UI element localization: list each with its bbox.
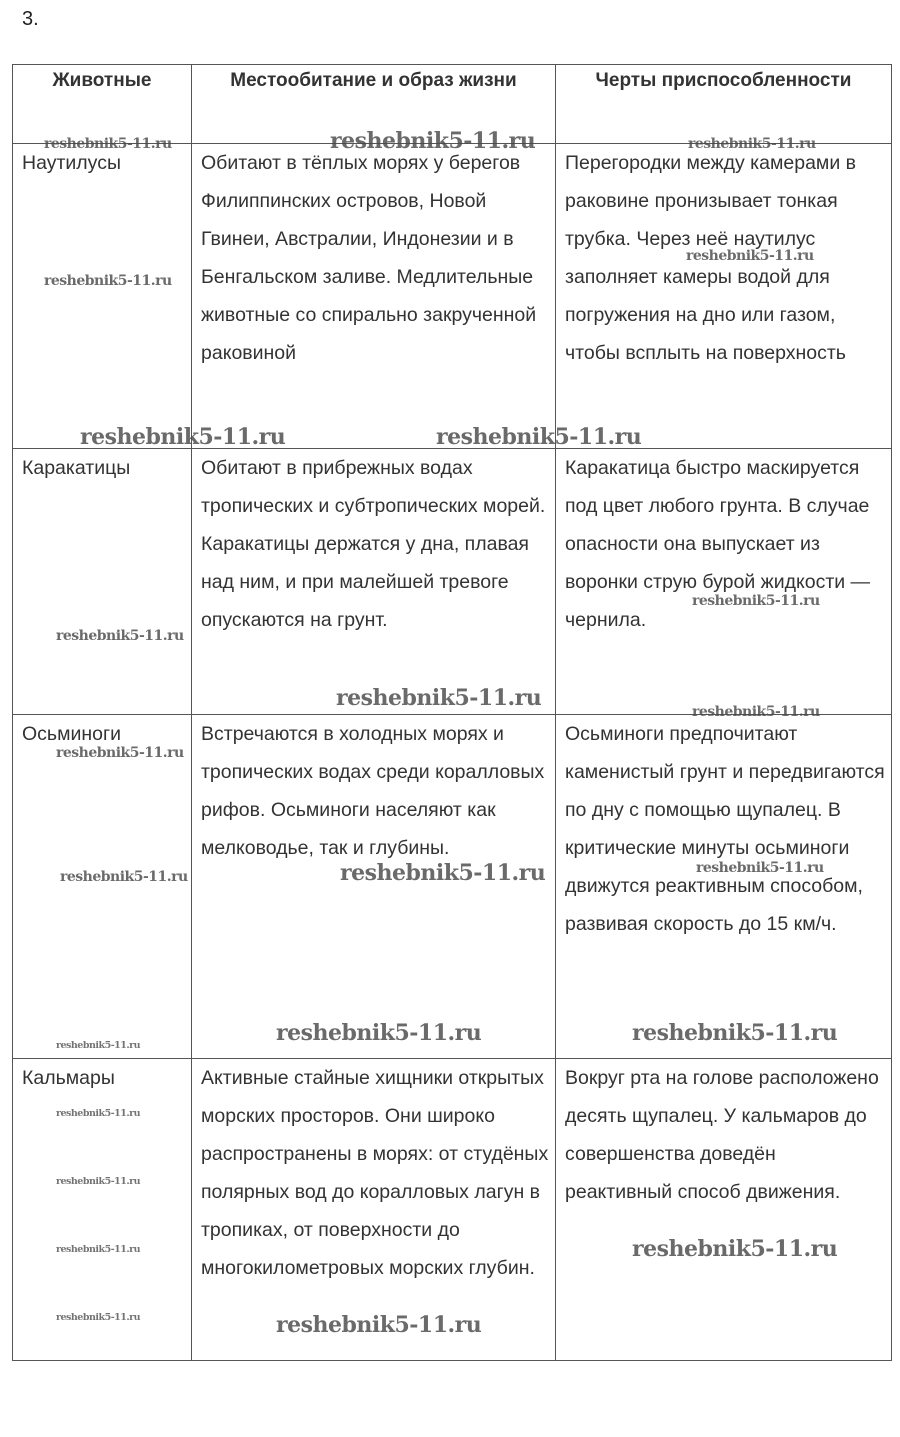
watermark: reshebnik5-11.ru: [56, 1312, 141, 1323]
cell-habitat: Обитают в прибрежных водах тропических и субтропических морей. Каракатицы держатся у дна, плавая над ним, и при малейшей тревоге опускаются на грунт.: [192, 449, 556, 715]
watermark: reshebnik5-11.ru: [336, 685, 542, 711]
cell-habitat: Встречаются в холодных морях и тропических водах среди коралловых рифов. Осьминоги населяют как мелководье, так и глубины.: [192, 715, 556, 1059]
cell-habitat: Активные стайные хищники открытых морских просторов. Они широко распространены в морях: от студёных полярных вод до коралловых лагун в тропиках, от поверхности до многокилометровых морских глубин.: [192, 1059, 556, 1361]
task-number: 3.: [22, 8, 39, 30]
watermark: reshebnik5-11.ru: [80, 424, 286, 450]
cell-adaptation: Перегородки между камерами в раковине пронизывает тонкая трубка. Через неё наутилус заполняет камеры водой для погружения на дно или газом, чтобы всплыть на поверхность: [556, 144, 892, 449]
table-row-cuttlefish: [13, 449, 892, 715]
watermark: reshebnik5-11.ru: [56, 1108, 141, 1119]
watermark: reshebnik5-11.ru: [686, 248, 814, 264]
watermark: reshebnik5-11.ru: [60, 869, 188, 885]
watermark: reshebnik5-11.ru: [692, 593, 820, 609]
watermark: reshebnik5-11.ru: [56, 745, 184, 761]
watermark: reshebnik5-11.ru: [632, 1020, 838, 1046]
watermark: reshebnik5-11.ru: [56, 1244, 141, 1255]
header-habitat: Местообитание и образ жизни: [192, 65, 556, 144]
watermark: reshebnik5-11.ru: [330, 128, 536, 154]
watermark: reshebnik5-11.ru: [276, 1020, 482, 1046]
table-header-row: [13, 65, 892, 144]
watermark: reshebnik5-11.ru: [340, 860, 546, 886]
watermark: reshebnik5-11.ru: [688, 136, 816, 152]
table-row-octopus: [13, 715, 892, 1059]
watermark: reshebnik5-11.ru: [276, 1312, 482, 1338]
watermark: reshebnik5-11.ru: [44, 273, 172, 289]
header-adaptation: Черты приспособленности: [556, 65, 892, 144]
cell-animal: Наутилусы: [13, 144, 192, 449]
table-row-squid: [13, 1059, 892, 1361]
watermark: reshebnik5-11.ru: [44, 136, 172, 152]
watermark: reshebnik5-11.ru: [436, 424, 642, 450]
watermark: reshebnik5-11.ru: [56, 1176, 141, 1187]
cell-animal: Осьминоги: [13, 715, 192, 1059]
cell-adaptation: Каракатица быстро маскируется под цвет любого грунта. В случае опасности она выпускает из воронки струю бурой жидкости — чернила.: [556, 449, 892, 715]
cell-animal: Каракатицы: [13, 449, 192, 715]
watermark: reshebnik5-11.ru: [692, 704, 820, 720]
watermark: reshebnik5-11.ru: [56, 628, 184, 644]
cell-habitat: Обитают в тёплых морях у берегов Филиппинских островов, Новой Гвинеи, Австралии, Индонезии и в Бенгальском заливе. Медлительные животные со спирально закрученной раковиной: [192, 144, 556, 449]
cell-animal: Кальмары: [13, 1059, 192, 1361]
watermark: reshebnik5-11.ru: [696, 860, 824, 876]
watermark: reshebnik5-11.ru: [632, 1236, 838, 1262]
watermark: reshebnik5-11.ru: [56, 1040, 141, 1051]
cell-adaptation: Осьминоги предпочитают каменистый грунт и передвигаются по дну с помощью щупалец. В критические минуты осьминоги движутся реактивным способом, развивая скорость до 15 км/ч.: [556, 715, 892, 1059]
cell-adaptation: Вокруг рта на голове расположено десять щупалец. У кальмаров до совершенства доведён реактивный способ движения.: [556, 1059, 892, 1361]
header-animals: Животные: [13, 65, 192, 144]
animals-table: [12, 64, 892, 1361]
table-row-nautilus: [13, 144, 892, 449]
